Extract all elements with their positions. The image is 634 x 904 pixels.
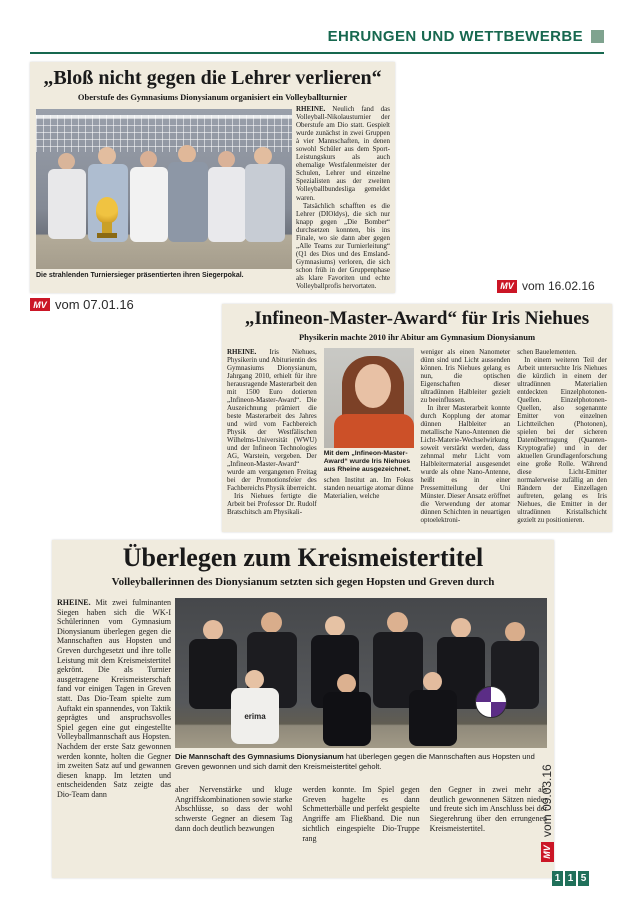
volleyball-net-icon <box>36 115 292 152</box>
article3-col1-text: Mit zwei fulminanten Siegen haben sich die WK-I Schülerinnen vom Gymnasium Dionysianum überlegen gegen die Mannschaften aus Hopsten und Greven durchgesetzt und ihre tolle Leistung mit dem Kreismeistertitel gekrönt. Die als Turnier ausgetragene Kreismeisterschaft fand vor einigen Tagen in Greven statt. Das Dio-Team spielte zum Auftakt ein spannendes, von Taktik geprägtes und anspruchsvolles Spiel gegen eine gut eingestellte Volleyballmannschaft aus Hopsten. Nachdem der erste Satz gewonnen werden konnte, holten die Gegner im zweiten Satz auf und gewannen diesen knapp. Im letzten und entscheidenden Satz zeigte das Dio-Team dann <box>57 598 171 799</box>
article2-column-2 <box>324 348 414 530</box>
mv-date-stamp-3-vertical <box>540 764 554 862</box>
portrait-shirt <box>334 414 414 448</box>
player-figure <box>218 151 235 168</box>
article2-column-3 <box>421 348 511 530</box>
trophy-icon <box>97 233 117 238</box>
player-figure <box>245 670 264 689</box>
player-figure <box>505 622 525 642</box>
header-square-icon <box>591 30 604 43</box>
article3-column-4: den Gegner in zwei mehr als deutlich gewonnenen Sätzen nieder und freute sich im Anschluss bei der Siegerehrung über den errungenen Kreismeistertitel. <box>429 785 547 833</box>
article3-caption-bold: Die Mannschaft des Gymnasiums Dionysianum <box>175 752 344 761</box>
article2-photo-iris-niehues <box>324 348 414 448</box>
player-figure <box>48 169 86 239</box>
article1-paragraph-1: Neulich fand das Volleyball-Nikolausturnier der Oberstufe am Dio statt. Gespielt wurde zunächst in zwei Gruppen à vier Mannschaften, in denen sowohl Schüler aus dem Sport-Leistungskurs als auch ehemalige Westfalenmeister der Schulen, Lehrer und einzelne Spezialisten aus der zweiten Volleyballbundesliga gemeldet waren. <box>296 105 390 202</box>
mv-date-stamp-2 <box>497 279 595 293</box>
article2-subtitle: Physikerin machte 2010 ihr Abitur am Gymnasium Dionysianum <box>298 332 536 342</box>
mv-logo: MV <box>541 842 554 862</box>
stamp-date: vom 07.01.16 <box>55 297 134 312</box>
trophy-icon <box>96 197 118 223</box>
player-figure <box>168 162 208 242</box>
player-figure <box>323 692 371 746</box>
player-figure <box>208 167 246 242</box>
article3-title: Überlegen zum Kreismeistertitel <box>122 543 484 572</box>
page-number-digit: 5 <box>578 871 589 886</box>
article2-photo-caption: Mit dem „Infineon-Master-Award“ wurde Iris Niehues aus Rheine ausgezeichnet. <box>323 450 411 473</box>
article2-lead: RHEINE. <box>227 348 257 356</box>
player-figure <box>189 639 237 709</box>
header-rule <box>30 52 604 54</box>
player-figure <box>203 620 223 640</box>
article2-col3-paragraph-2: In ihrer Masterarbeit konnte durch Kopplung der atomar dünnen Halbleiter an metallische Nano-Antennen die Licht-Materie-Wechselwirkung soweit verstärkt werden, dass zehnmal mehr Licht vom Halbleitermaterial ausgesendet wurde als ohne Nano-Antenne, heißt es in einer Pressemitteilung der Uni Münster. Dieser Ansatz eröffnet die Verwendung der atomar dünnen Schichten in neuartigen optoelektroni- <box>420 404 511 524</box>
article3-column-2: aber Nervenstärke und kluge Angriffskombinationen sowie starke Abschlüsse, so dass der wohl schwerste Gegner an diesem Tag dann doch deutlich bezwungen <box>175 785 293 833</box>
article2-title: „Infineon-Master-Award“ für Iris Niehues <box>244 308 590 329</box>
article1-photo-caption: Die strahlenden Turniersieger präsentierten ihren Siegerpokal. <box>36 272 244 279</box>
player-figure <box>140 151 157 168</box>
article2-column-1 <box>227 348 317 530</box>
article1-subtitle: Oberstufe des Gymnasiums Dionysianum organisiert ein Volleyballturnier <box>77 92 348 102</box>
page-header <box>30 25 604 47</box>
player-figure <box>178 145 196 163</box>
player-figure <box>387 612 408 633</box>
volleyball-icon <box>475 686 507 718</box>
player-figure <box>245 164 285 242</box>
article3-subtitle: Volleyballerinnen des Dionysianum setzten sich gegen Hopsten und Greven durch <box>111 576 495 588</box>
article3-column-3: werden konnte. Im Spiel gegen Greven hagelte es dann Schmetterbälle und perfekt gespielte Angriffe am Fließband. Die nun sichtlich eingespielte Dio-Truppe rang <box>302 785 420 843</box>
page-number <box>552 871 589 886</box>
article1-title: „Bloß nicht gegen die Lehrer verlieren“ <box>43 67 382 89</box>
article1-paragraph-2: Tatsächlich schafften es die Lehrer (DIOldys), die sich nur knapp gegen „Die Bomber“ durchsetzen konnten, bis ins Finale, wo sie dann aber gegen „Alle Teams zur Turnierleitung“ (Q1 des Dios und des Emsland-Gymnasiums) verloren, die sich schon früh in der Gruppenphase als klare Favoriten und echte Volleyballprofis hervortaten. <box>296 201 390 291</box>
article1-photo-volleyball-team <box>36 109 292 269</box>
mv-date-stamp-1 <box>30 297 134 312</box>
player-figure <box>423 672 442 691</box>
article2-col2-text: schen Institut an. Im Fokus standen neuartige atomar dünne Materialien, welche <box>323 476 414 501</box>
player-figure <box>409 690 457 746</box>
article2-col4-paragraph-2: In einem weiteren Teil der Arbeit untersuchte Iris Niehues die kürzlich in einem der ultradünnen Materialien entdeckten Einzelphotonen-Quellen. Einzelphotonen-Quellen, also sogenannte Emitter von einzelnen Lichtteilchen (Photonen), spielen bei der sicheren Datenübertragung (Quanten-Kryptografie) und in der aktuellen Grundlagenforschung eine große Rolle. Während diese Licht-Emitter normalerweise zufällig an den Rändern der Einzellagen auftreten, gelang es Iris Niehues, die Emitter in der ultradünnen Kristallschicht gezielt zu positionieren. <box>517 356 607 524</box>
article2-col3-paragraph-1: weniger als einen Nanometer dünn sind und Licht aussenden können. Iris Niehues gelang es nun, die optischen Eigenschaften dieser ultradünnen Halbleiter gezielt zu beeinflussen. <box>420 348 511 404</box>
player-figure <box>130 167 168 242</box>
article3-lead: RHEINE. <box>57 598 91 607</box>
stamp-date: vom 09.03.16 <box>540 764 554 837</box>
portrait-face <box>355 364 391 408</box>
erima-shirt-text: erima <box>244 711 266 721</box>
player-figure <box>451 618 471 638</box>
page-number-digit: 1 <box>552 871 563 886</box>
player-figure <box>325 616 345 636</box>
page-number-digit: 1 <box>565 871 576 886</box>
player-figure <box>254 147 272 165</box>
player-figure <box>58 153 75 170</box>
player-figure <box>261 612 282 633</box>
article2-col1-paragraph-1: Iris Niehues, Physikerin und Abiturientin des Gymnasiums Dionysianum, Jahrgang 2010, erhielt für ihre herausragende Masterarbeit den mit 1500 Euro dotierten „Infineon-Master-Award“. Die Auszeichnung prämiert die beste Masterarbeit des Jahres und wird vom Fachbereich Physik der Westfälischen Wilhelms-Universität (WWU) und der Infineon Technologies AG, Warstein, vergeben. Der „Infineon-Master-Award“ wurde am vergangenen Freitag bei der Promotionsfeier des Fachbereichs Physik überreicht. <box>227 348 317 492</box>
player-figure-white-shirt <box>231 688 279 744</box>
page-header-title: EHRUNGEN UND WETTBEWERBE <box>327 27 583 45</box>
article1-body <box>296 105 390 290</box>
player-figure <box>337 674 356 693</box>
article2-col4-paragraph-1: schen Bauelementen. <box>517 348 577 356</box>
player-figure <box>98 147 116 165</box>
article1-lead: RHEINE. <box>296 105 326 113</box>
article-lehrer-verlieren <box>30 62 395 293</box>
stamp-date: vom 16.02.16 <box>522 279 595 293</box>
article-infineon-master-award <box>222 304 612 532</box>
article2-column-4 <box>517 348 607 530</box>
article3-photo-girls-team <box>175 598 547 748</box>
article3-photo-caption <box>175 752 547 771</box>
mv-logo: MV <box>30 298 50 311</box>
mv-logo: MV <box>497 280 517 293</box>
article2-col1-paragraph-2: Iris Niehues fertigte die Arbeit bei Professor Dr. Rudolf Bratschitsch am Physikali- <box>227 492 317 516</box>
article-kreismeistertitel <box>52 540 554 878</box>
article3-caption-rest: hat überlegen gegen die Mannschaften aus Hopsten und Greven gewonnen und sich damit den Kreismeistertitel geholt. <box>175 752 535 771</box>
article3-column-1 <box>57 598 171 799</box>
